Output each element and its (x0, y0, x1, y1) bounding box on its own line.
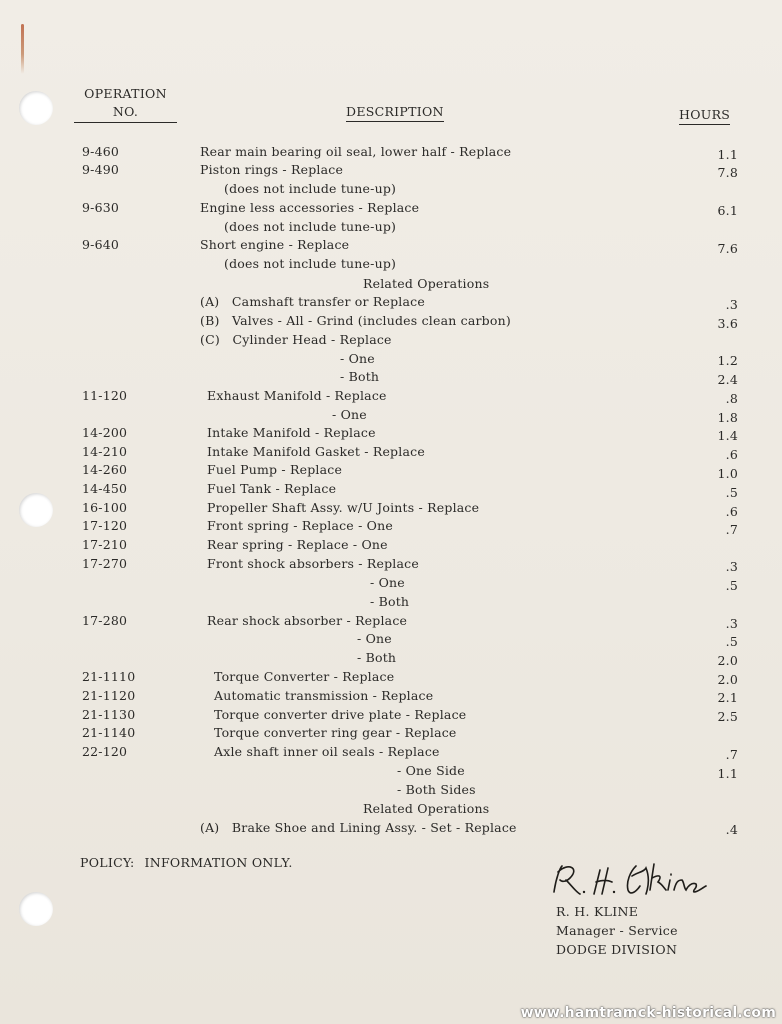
operation-hours: 2.4 (717, 372, 738, 387)
operation-number: 21-1140 (82, 725, 136, 740)
operation-hours: 1.1 (717, 147, 738, 162)
operation-hours: 2.5 (717, 709, 738, 724)
operation-number: 16-100 (82, 500, 128, 515)
table-row (0, 218, 782, 236)
operation-description: - Both (370, 594, 410, 609)
table-row (0, 536, 782, 554)
table-row (0, 687, 782, 705)
operation-hours: .5 (725, 578, 738, 593)
operation-description: Torque converter ring gear - Replace (214, 725, 457, 740)
rust-mark (21, 24, 24, 74)
operation-hours: .7 (725, 747, 738, 762)
operation-number: 14-450 (82, 481, 128, 496)
operation-hours: .3 (725, 616, 738, 631)
operation-description: (does not include tune-up) (224, 181, 397, 196)
table-row (0, 762, 782, 780)
operation-description: - One Side (397, 763, 465, 778)
table-row (0, 143, 782, 161)
table-row (0, 199, 782, 217)
operation-number: 17-270 (82, 556, 128, 571)
operation-hours: 2.0 (717, 653, 738, 668)
operation-hours: 2.0 (717, 672, 738, 687)
operation-hours: 7.6 (717, 241, 738, 256)
operation-number: 9-490 (82, 162, 120, 177)
operation-description: Fuel Tank - Replace (207, 481, 337, 496)
operation-description: (A) Brake Shoe and Lining Assy. - Set - Replace (200, 820, 517, 835)
table-row (0, 724, 782, 742)
operation-description: Engine less accessories - Replace (200, 200, 420, 215)
operation-description: Fuel Pump - Replace (207, 462, 343, 477)
table-row (0, 706, 782, 724)
table-row (0, 406, 782, 424)
operation-header-line1: OPERATION (84, 86, 167, 101)
operation-number: 9-630 (82, 200, 120, 215)
policy-value: INFORMATION ONLY. (144, 855, 293, 870)
table-row (0, 517, 782, 535)
operation-number: 14-260 (82, 462, 128, 477)
operation-description: (A) Camshaft transfer or Replace (200, 294, 425, 309)
table-row (0, 312, 782, 330)
table-row (0, 555, 782, 573)
table-row (0, 180, 782, 198)
hours-column-header: HOURS (679, 107, 730, 125)
operation-hours: .8 (725, 391, 738, 406)
operation-description: Axle shaft inner oil seals - Replace (214, 744, 440, 759)
description-column-header: DESCRIPTION (346, 104, 444, 122)
operation-description: Rear shock absorber - Replace (207, 613, 408, 628)
operation-number: 21-1120 (82, 688, 136, 703)
operation-description: Propeller Shaft Assy. w/U Joints - Replace (207, 500, 480, 515)
operation-hours: 1.1 (717, 766, 738, 781)
table-row (0, 293, 782, 311)
operation-hours: 2.1 (717, 690, 738, 705)
operation-description: Front spring - Replace - One (207, 518, 393, 533)
operation-description: Related Operations (363, 801, 490, 816)
operation-description: - One (357, 631, 392, 646)
operation-number: 21-1130 (82, 707, 136, 722)
table-row (0, 255, 782, 273)
operation-description: Torque converter drive plate - Replace (214, 707, 467, 722)
operation-number: 14-210 (82, 444, 128, 459)
table-row (0, 368, 782, 386)
operation-hours: .3 (725, 297, 738, 312)
operation-column-header (74, 85, 177, 123)
website-watermark: www.hamtramck-historical.com (520, 1005, 776, 1021)
punch-hole-bottom (19, 892, 53, 926)
operation-number: 11-120 (82, 388, 128, 403)
operation-number: 22-120 (82, 744, 128, 759)
operation-hours: 7.8 (717, 165, 738, 180)
operation-hours: 1.4 (717, 428, 738, 443)
operation-description: Front shock absorbers - Replace (207, 556, 419, 571)
signature-block (556, 902, 678, 959)
table-row (0, 593, 782, 611)
table-row (0, 649, 782, 667)
operation-hours: 1.2 (717, 353, 738, 368)
operation-description: - One (370, 575, 405, 590)
operation-description: - Both (340, 369, 380, 384)
table-row (0, 819, 782, 837)
operation-hours: 1.0 (717, 466, 738, 481)
table-row (0, 236, 782, 254)
table-row (0, 781, 782, 799)
operation-hours: 1.8 (717, 410, 738, 425)
operation-description: Intake Manifold - Replace (207, 425, 376, 440)
table-row (0, 668, 782, 686)
signatory-division: DODGE DIVISION (556, 942, 678, 957)
operation-hours: .6 (725, 447, 738, 462)
signatory-name: R. H. KLINE (556, 904, 639, 919)
operation-number: 17-210 (82, 537, 128, 552)
operation-number: 9-460 (82, 144, 120, 159)
operation-description: Intake Manifold Gasket - Replace (207, 444, 425, 459)
operation-number: 14-200 (82, 425, 128, 440)
operation-hours: 6.1 (717, 203, 738, 218)
policy-line (80, 855, 293, 870)
table-row (0, 275, 782, 293)
operation-hours: 3.6 (717, 316, 738, 331)
table-row (0, 800, 782, 818)
table-row (0, 443, 782, 461)
operation-hours: .3 (725, 559, 738, 574)
operation-header-line2: NO. (74, 103, 177, 123)
operation-description: - One (332, 407, 367, 422)
operation-hours: .5 (725, 485, 738, 500)
operation-description: (does not include tune-up) (224, 219, 397, 234)
operation-description: Automatic transmission - Replace (214, 688, 434, 703)
operation-description: - One (340, 351, 375, 366)
operation-description: (B) Valves - All - Grind (includes clean carbon) (200, 313, 511, 328)
table-row (0, 743, 782, 761)
operation-description: Related Operations (363, 276, 490, 291)
table-row (0, 612, 782, 630)
table-row (0, 480, 782, 498)
operation-hours: .5 (725, 634, 738, 649)
table-row (0, 331, 782, 349)
operation-hours: .4 (725, 822, 738, 837)
punch-hole-top (19, 91, 53, 125)
operation-hours: .6 (725, 504, 738, 519)
table-row (0, 350, 782, 368)
operation-number: 21-1110 (82, 669, 136, 684)
operation-description: Piston rings - Replace (200, 162, 344, 177)
handwritten-signature (550, 858, 710, 902)
operation-description: Rear main bearing oil seal, lower half - Replace (200, 144, 512, 159)
policy-label: POLICY: (80, 855, 135, 870)
operation-description: (does not include tune-up) (224, 256, 397, 271)
operation-description: Short engine - Replace (200, 237, 350, 252)
operation-number: 17-120 (82, 518, 128, 533)
table-row (0, 574, 782, 592)
operation-description: Rear spring - Replace - One (207, 537, 388, 552)
table-row (0, 387, 782, 405)
table-row (0, 461, 782, 479)
table-row (0, 499, 782, 517)
signatory-title: Manager - Service (556, 923, 678, 938)
table-row (0, 630, 782, 648)
operation-description: (C) Cylinder Head - Replace (200, 332, 392, 347)
operation-description: - Both (357, 650, 397, 665)
operation-number: 9-640 (82, 237, 120, 252)
operation-description: - Both Sides (397, 782, 476, 797)
operation-description: Torque Converter - Replace (214, 669, 395, 684)
operation-hours: .7 (725, 522, 738, 537)
table-row (0, 424, 782, 442)
operation-description: Exhaust Manifold - Replace (207, 388, 387, 403)
operation-number: 17-280 (82, 613, 128, 628)
table-row (0, 161, 782, 179)
